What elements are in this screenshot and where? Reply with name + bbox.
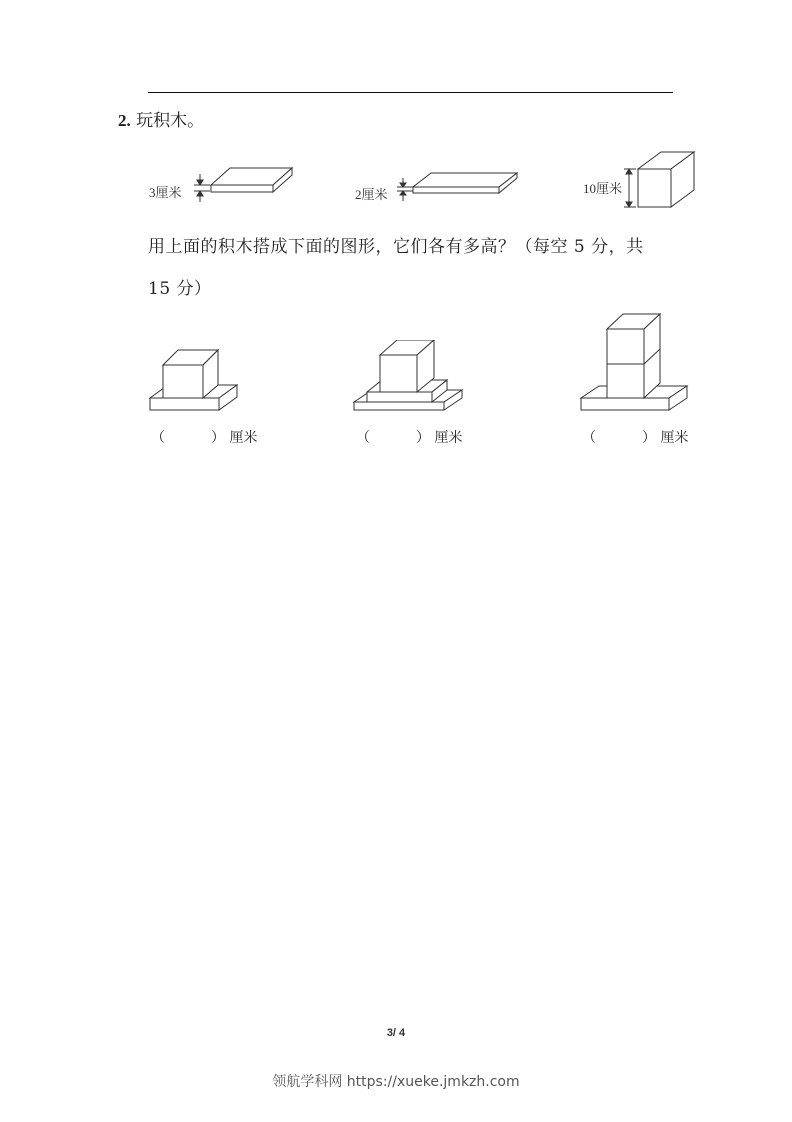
header-rule [148,92,673,93]
page-number: 3/ 4 [386,1027,406,1039]
cube-figure [620,148,700,212]
answer-blank-1[interactable]: （ ） 厘米 [151,430,258,446]
answer-blank-3[interactable]: （ ） 厘米 [582,430,689,446]
stack-figure-1 [148,345,238,415]
question-number: 2. [118,111,131,130]
stack-figure-3 [579,312,689,412]
question-title: 玩积木。 [136,111,205,131]
dimension-label: 3厘米 [149,185,182,200]
dimension-label: 10厘米 [583,181,623,196]
prompt-line-1: 用上面的积木搭成下面的图形，它们各有多高？（每空 5 分，共 [148,237,644,257]
flat-board-figure [393,165,523,210]
dimension-label: 2厘米 [355,187,388,202]
question-heading [118,106,204,131]
answer-blank-2[interactable]: （ ） 厘米 [356,430,463,446]
stack-figure-2 [352,340,464,415]
thin-block-figure [190,160,300,210]
footer-watermark: 领航学科网 https://xueke.jmkzh.com [272,1074,520,1090]
prompt-line-2: 15 分） [148,279,212,299]
